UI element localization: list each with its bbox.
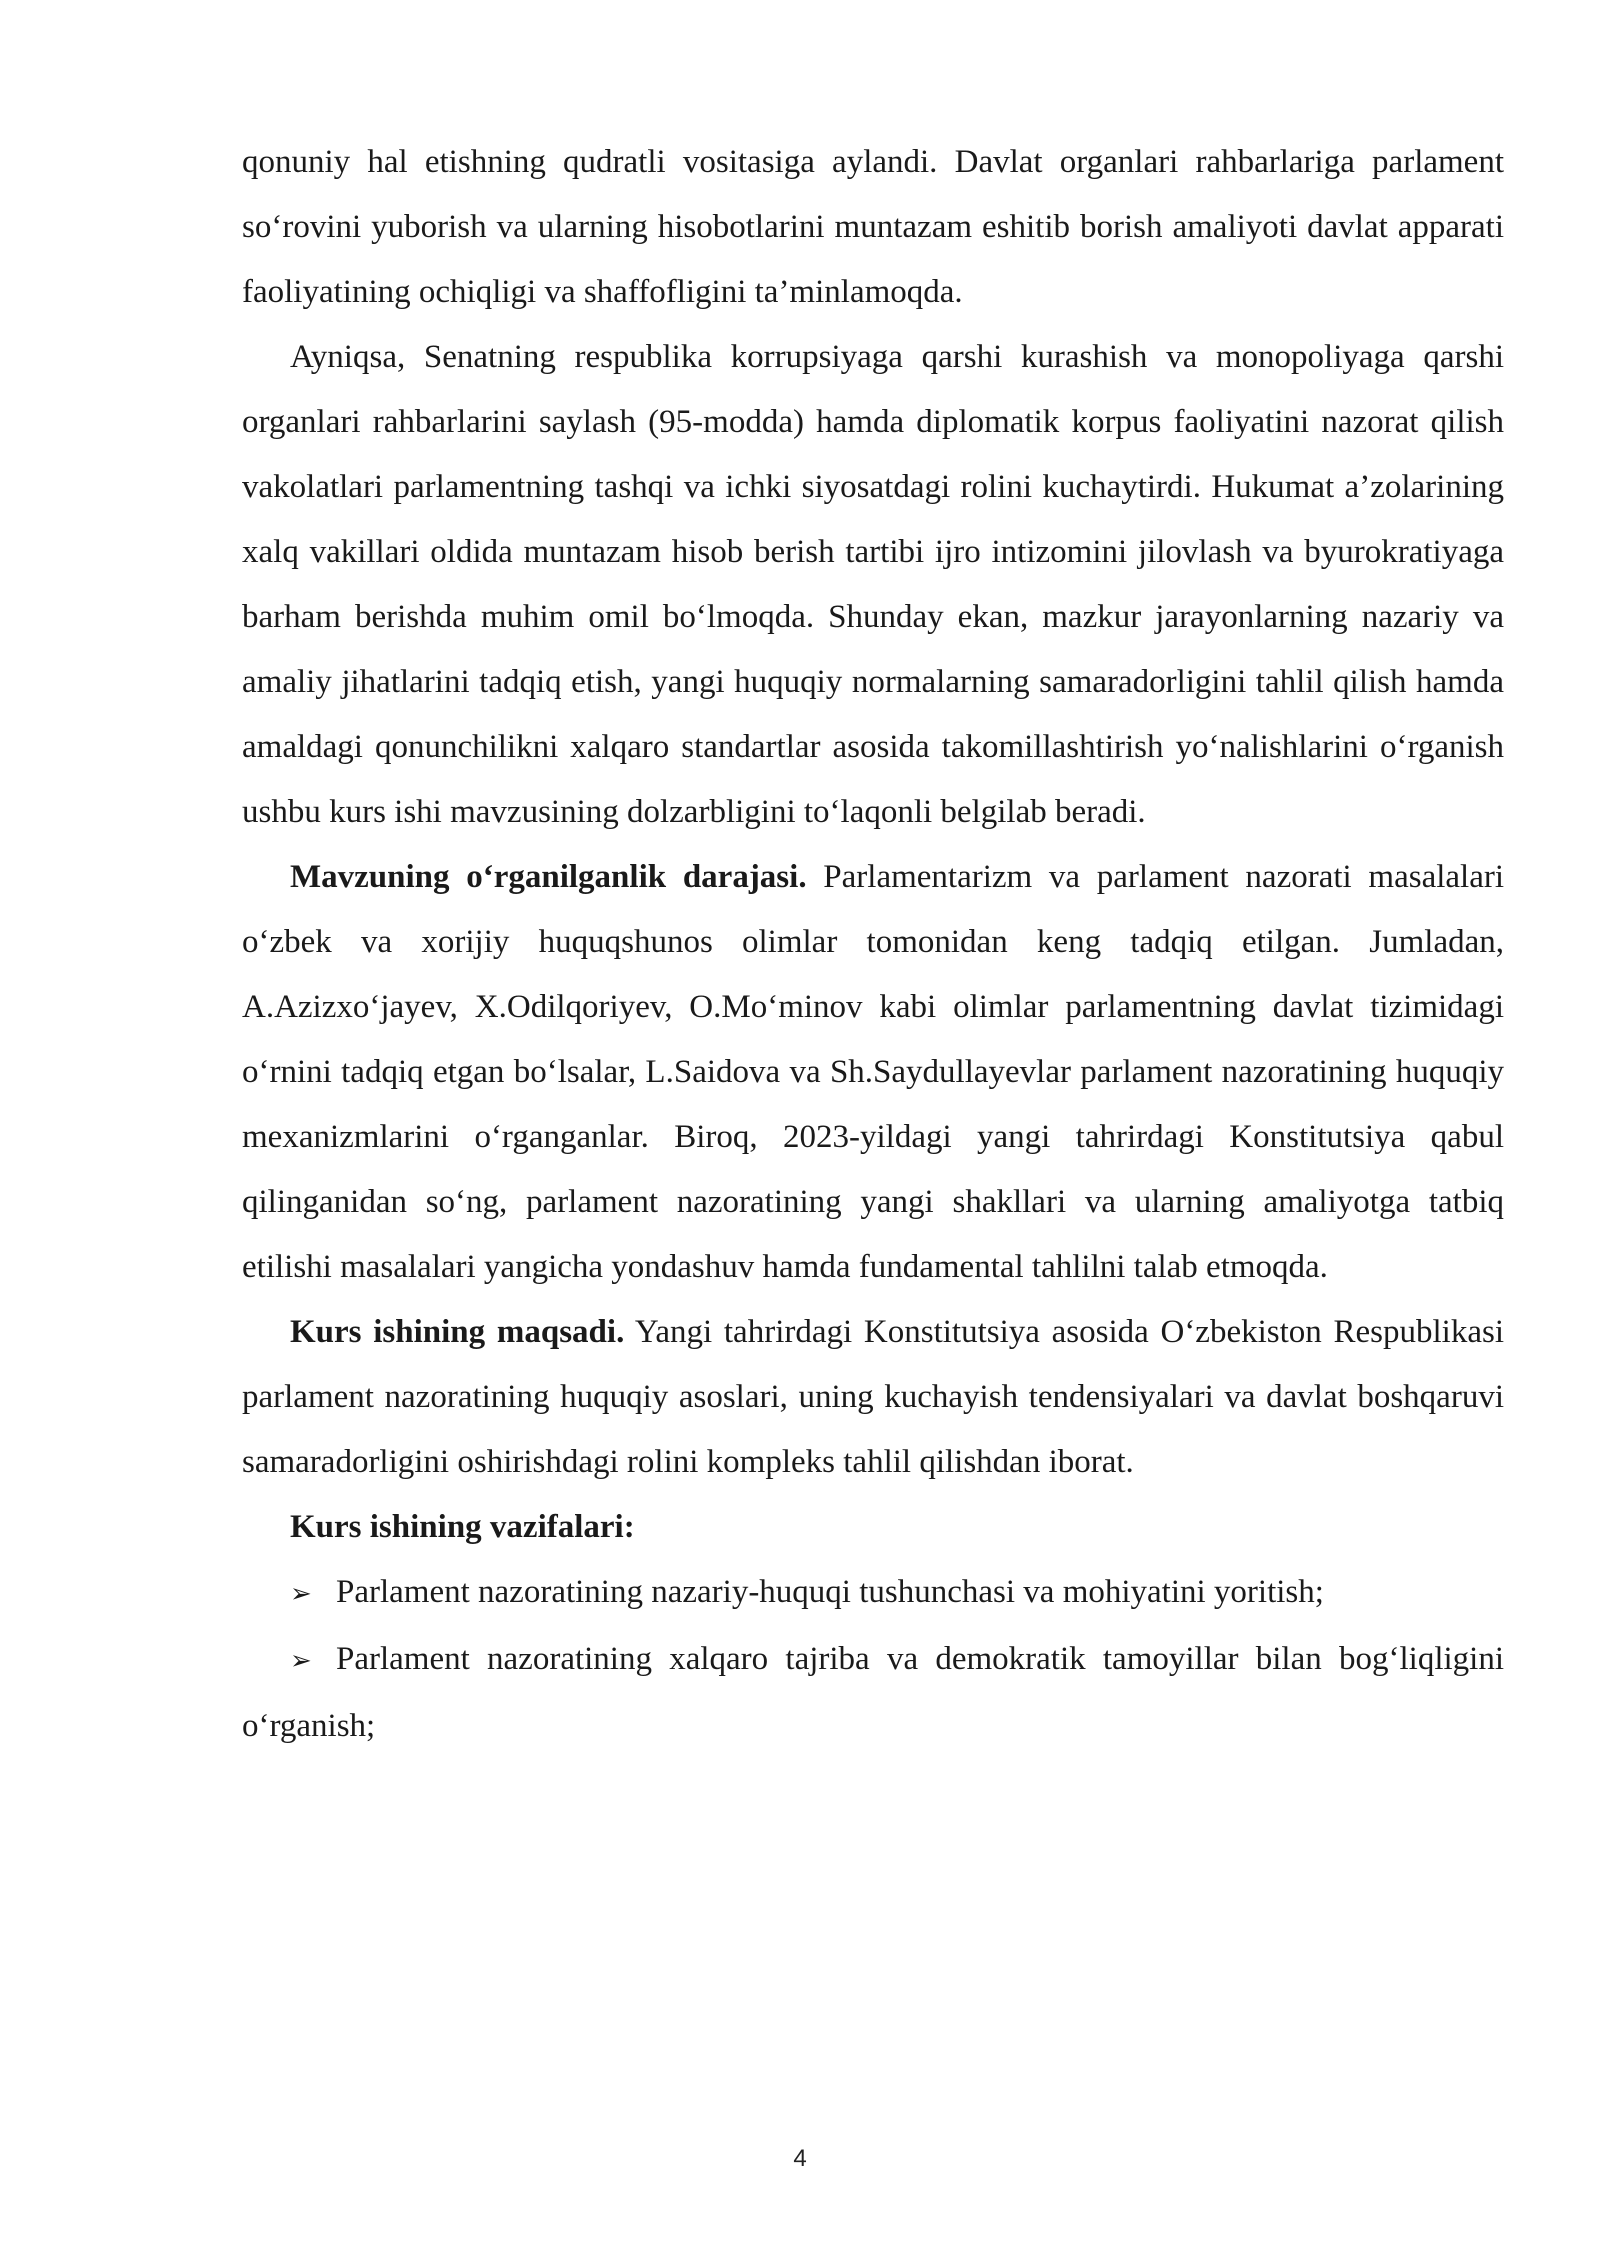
paragraph-4-text: Yangi tahrirdagi Konstitutsiya asosida O‘zbekiston Respublikasi parlament nazoratining huquqiy asoslari, uning kuchayish tendensiyalari va davlat boshqaruvi samaradorligini oshirishdagi rolini kompleks tahlil qilishdan iborat. bbox=[242, 1314, 1505, 1480]
paragraph-2: Ayniqsa, Senatning respublika korrupsiyaga qarshi kurashish va monopoliyaga qarshi organlari rahbarlarini saylash (95-modda) hamda diplomatik korpus faoliyatini nazorat qilish vakolatlari parlamentning tashqi va ichki siyosatdagi rolini kuchaytirdi. Hukumat a’zolarining xalq vakillari oldida muntazam hisob berish tartibi ijro intizomini jilovlash va byurokratiyaga barham berishda muhim omil bo‘lmoqda. Shunday ekan, mazkur jarayonlarning nazariy va amaliy jihatlarini tadqiq etish, yangi huquqiy normalarning samaradorligini tahlil qilish hamda amaldagi qonunchilikni xalqaro standartlar asosida takomillashtirish yo‘nalishlarini o‘rganish ushbu kurs ishi mavzusining dolzarbligini to‘laqonli belgilab beradi. bbox=[242, 339, 1504, 830]
paragraph-1: qonuniy hal etishning qudratli vositasiga aylandi. Davlat organlari rahbarlariga parlament so‘rovini yuborish va ularning hisobotlarini muntazam eshitib borish amaliyoti davlat apparati faoliyatining ochiqligi va shaffofligini ta’minlamoqda. bbox=[242, 144, 1504, 310]
bullet-item-2-text: Parlament nazoratining xalqaro tajriba va demokratik tamoyillar bilan bog‘liqligini o‘rganish; bbox=[242, 1641, 1504, 1744]
bullet-item-2 bbox=[242, 1627, 1504, 1759]
arrow-bullet-icon: ➢ bbox=[290, 1579, 312, 1609]
paragraph-5 bbox=[242, 1495, 1504, 1560]
document-body bbox=[242, 130, 1504, 1759]
bullet-item-1-text: Parlament nazoratining nazariy-huquqi tushunchasi va mohiyatini yoritish; bbox=[336, 1574, 1324, 1610]
paragraph-3-heading: Mavzuning o‘rganilganlik darajasi. bbox=[290, 859, 807, 895]
arrow-bullet-icon: ➢ bbox=[290, 1646, 312, 1676]
tasks-heading: Kurs ishining vazifalari: bbox=[290, 1509, 635, 1545]
paragraph-4-heading: Kurs ishining maqsadi. bbox=[290, 1314, 625, 1350]
paragraph-3-text: Parlamentarizm va parlament nazorati masalalari o‘zbek va xorijiy huquqshunos olimlar tomonidan keng tadqiq etilgan. Jumladan, A.Azizxo‘jayev, X.Odilqoriyev, O.Mo‘minov kabi olimlar parlamentning davlat tizimidagi o‘rnini tadqiq etgan bo‘lsalar, L.Saidova va Sh.Saydullayevlar parlament nazoratining huquqiy mexanizmlarini o‘rganganlar. Biroq, 2023-yildagi yangi tahrirdagi Konstitutsiya qabul qilinganidan so‘ng, parlament nazoratining yangi shakllari va ularning amaliyotga tatbiq etilishi masalalari yangicha yondashuv hamda fundamental tahlilni talab etmoqda. bbox=[242, 859, 1505, 1285]
paragraph-3 bbox=[242, 845, 1504, 1300]
paragraph-4 bbox=[242, 1300, 1504, 1495]
bullet-item-1 bbox=[242, 1560, 1504, 1627]
page-number: 4 bbox=[793, 2145, 807, 2172]
